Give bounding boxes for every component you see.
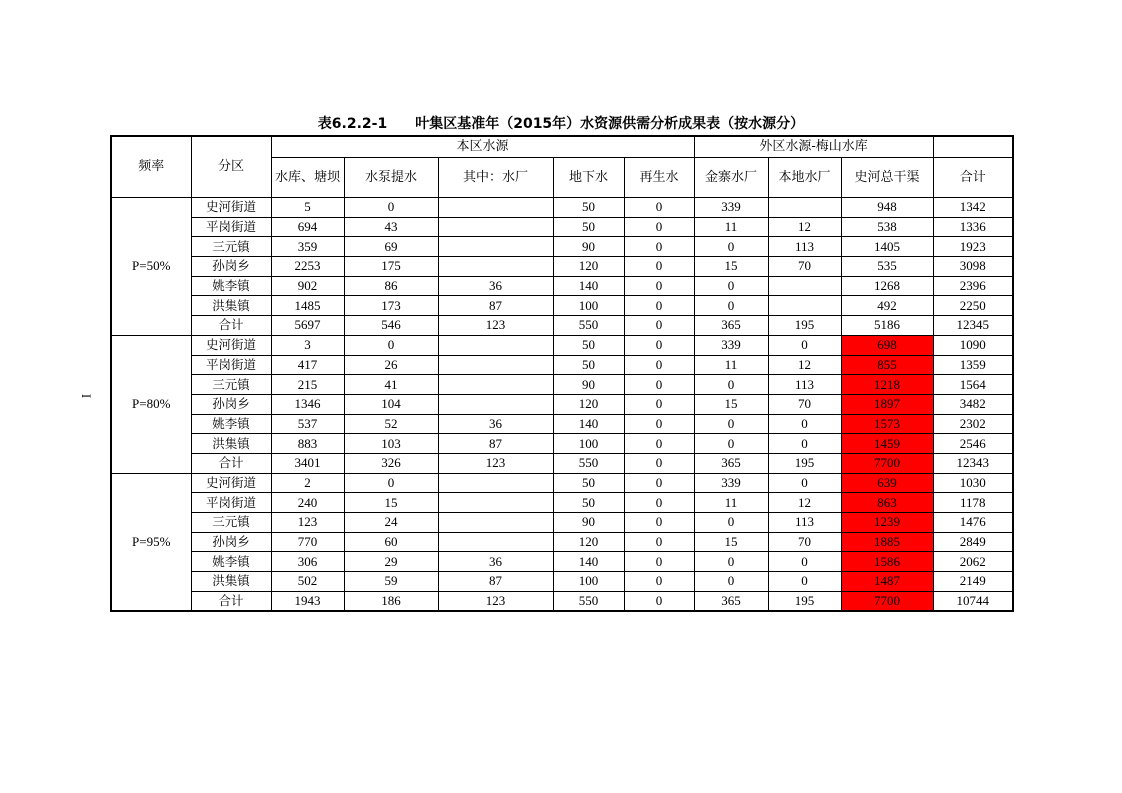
reclaimed-cell: 0	[624, 276, 694, 296]
groundwater-cell: 90	[553, 513, 624, 533]
shihe-canal-cell: 1573	[841, 414, 933, 434]
reclaimed-cell: 0	[624, 335, 694, 355]
pump-cell: 59	[344, 572, 438, 592]
total-cell: 3482	[933, 394, 1013, 414]
header-groundwater: 地下水	[553, 158, 624, 198]
total-cell: 1030	[933, 473, 1013, 493]
reservoir-cell: 306	[271, 552, 344, 572]
pump-cell: 104	[344, 394, 438, 414]
shihe-canal-cell: 855	[841, 355, 933, 375]
local-plant-cell: 70	[768, 257, 841, 277]
groundwater-cell: 120	[553, 532, 624, 552]
jinzhai-plant-cell: 0	[694, 375, 768, 395]
local-plant-cell: 0	[768, 414, 841, 434]
jinzhai-plant-cell: 365	[694, 316, 768, 336]
total-cell: 2849	[933, 532, 1013, 552]
reclaimed-cell: 0	[624, 198, 694, 218]
jinzhai-plant-cell: 0	[694, 414, 768, 434]
total-cell: 1178	[933, 493, 1013, 513]
reservoir-cell: 5697	[271, 316, 344, 336]
local-plant-cell: 0	[768, 572, 841, 592]
groundwater-cell: 50	[553, 355, 624, 375]
reclaimed-cell: 0	[624, 453, 694, 473]
header-reclaimed: 再生水	[624, 158, 694, 198]
pump-cell: 52	[344, 414, 438, 434]
zone-cell: 史河街道	[191, 473, 271, 493]
total-cell: 1342	[933, 198, 1013, 218]
zone-cell: 平岗街道	[191, 355, 271, 375]
pump-cell: 103	[344, 434, 438, 454]
pump-cell: 26	[344, 355, 438, 375]
pump-cell: 186	[344, 591, 438, 611]
table-row	[111, 217, 1013, 237]
table-row	[111, 355, 1013, 375]
table-row	[111, 198, 1013, 218]
total-cell: 1336	[933, 217, 1013, 237]
local-plant-cell: 70	[768, 394, 841, 414]
local-plant-cell: 0	[768, 335, 841, 355]
shihe-canal-cell: 1586	[841, 552, 933, 572]
freq-cell: P=95%	[111, 473, 191, 611]
pump-cell: 326	[344, 453, 438, 473]
water-supply-demand-table	[110, 135, 1014, 612]
jinzhai-plant-cell: 15	[694, 532, 768, 552]
table-row	[111, 453, 1013, 473]
groundwater-cell: 100	[553, 572, 624, 592]
table-row	[111, 552, 1013, 572]
shihe-canal-cell: 863	[841, 493, 933, 513]
zone-cell: 平岗街道	[191, 217, 271, 237]
groundwater-cell: 50	[553, 217, 624, 237]
shihe-canal-cell: 1487	[841, 572, 933, 592]
groundwater-cell: 50	[553, 493, 624, 513]
reservoir-cell: 215	[271, 375, 344, 395]
local-plant-cell: 113	[768, 375, 841, 395]
freq-cell: P=50%	[111, 198, 191, 336]
reservoir-cell: 694	[271, 217, 344, 237]
total-cell: 12345	[933, 316, 1013, 336]
header-jinzhai-plant: 金寨水厂	[694, 158, 768, 198]
zone-cell: 孙岗乡	[191, 394, 271, 414]
local-plant-cell: 12	[768, 355, 841, 375]
groundwater-cell: 140	[553, 414, 624, 434]
of-which-plant-cell	[438, 532, 553, 552]
local-plant-cell: 12	[768, 217, 841, 237]
shihe-canal-cell: 535	[841, 257, 933, 277]
header-zone: 分区	[191, 136, 271, 198]
local-plant-cell	[768, 296, 841, 316]
jinzhai-plant-cell: 11	[694, 217, 768, 237]
table-row	[111, 532, 1013, 552]
of-which-plant-cell: 123	[438, 453, 553, 473]
zone-cell: 合计	[191, 316, 271, 336]
reservoir-cell: 1485	[271, 296, 344, 316]
table-row	[111, 493, 1013, 513]
groundwater-cell: 140	[553, 276, 624, 296]
local-plant-cell: 195	[768, 316, 841, 336]
header-freq: 频率	[111, 136, 191, 198]
reservoir-cell: 3	[271, 335, 344, 355]
jinzhai-plant-cell: 15	[694, 394, 768, 414]
shihe-canal-cell: 538	[841, 217, 933, 237]
header-row-groups	[111, 136, 1013, 158]
of-which-plant-cell	[438, 493, 553, 513]
shihe-canal-cell: 1885	[841, 532, 933, 552]
reservoir-cell: 417	[271, 355, 344, 375]
total-cell: 2396	[933, 276, 1013, 296]
groundwater-cell: 100	[553, 296, 624, 316]
total-cell: 3098	[933, 257, 1013, 277]
header-blank	[933, 136, 1013, 158]
shihe-canal-cell: 1405	[841, 237, 933, 257]
groundwater-cell: 140	[553, 552, 624, 572]
groundwater-cell: 100	[553, 434, 624, 454]
jinzhai-plant-cell: 0	[694, 552, 768, 572]
total-cell: 2149	[933, 572, 1013, 592]
of-which-plant-cell: 36	[438, 552, 553, 572]
total-cell: 1359	[933, 355, 1013, 375]
zone-cell: 平岗街道	[191, 493, 271, 513]
of-which-plant-cell	[438, 513, 553, 533]
table-title: 表6.2.2-1 叶集区基准年（2015年）水资源供需分析成果表（按水源分）	[317, 116, 805, 132]
total-cell: 2062	[933, 552, 1013, 572]
groundwater-cell: 90	[553, 237, 624, 257]
table-row	[111, 513, 1013, 533]
groundwater-cell: 50	[553, 473, 624, 493]
zone-cell: 姚李镇	[191, 414, 271, 434]
shihe-canal-cell: 1239	[841, 513, 933, 533]
of-which-plant-cell: 87	[438, 572, 553, 592]
zone-cell: 洪集镇	[191, 572, 271, 592]
of-which-plant-cell	[438, 257, 553, 277]
jinzhai-plant-cell: 0	[694, 513, 768, 533]
zone-cell: 洪集镇	[191, 296, 271, 316]
table-row	[111, 237, 1013, 257]
table-row	[111, 316, 1013, 336]
header-pump: 水泵提水	[344, 158, 438, 198]
total-cell: 1090	[933, 335, 1013, 355]
pump-cell: 173	[344, 296, 438, 316]
reservoir-cell: 902	[271, 276, 344, 296]
header-local-plant: 本地水厂	[768, 158, 841, 198]
header-local-sources: 本区水源	[271, 136, 694, 158]
reclaimed-cell: 0	[624, 237, 694, 257]
reclaimed-cell: 0	[624, 493, 694, 513]
zone-cell: 合计	[191, 591, 271, 611]
jinzhai-plant-cell: 15	[694, 257, 768, 277]
zone-cell: 史河街道	[191, 198, 271, 218]
reclaimed-cell: 0	[624, 375, 694, 395]
reservoir-cell: 1346	[271, 394, 344, 414]
shihe-canal-cell: 1897	[841, 394, 933, 414]
reservoir-cell: 537	[271, 414, 344, 434]
header-shihe-canal: 史河总干渠	[841, 158, 933, 198]
groundwater-cell: 550	[553, 453, 624, 473]
reclaimed-cell: 0	[624, 217, 694, 237]
zone-cell: 三元镇	[191, 375, 271, 395]
zone-cell: 洪集镇	[191, 434, 271, 454]
total-cell: 1564	[933, 375, 1013, 395]
shihe-canal-cell: 639	[841, 473, 933, 493]
zone-cell: 孙岗乡	[191, 257, 271, 277]
zone-cell: 三元镇	[191, 513, 271, 533]
reservoir-cell: 3401	[271, 453, 344, 473]
groundwater-cell: 120	[553, 257, 624, 277]
shihe-canal-cell: 698	[841, 335, 933, 355]
jinzhai-plant-cell: 339	[694, 198, 768, 218]
jinzhai-plant-cell: 11	[694, 493, 768, 513]
of-which-plant-cell	[438, 198, 553, 218]
table-row	[111, 414, 1013, 434]
jinzhai-plant-cell: 365	[694, 453, 768, 473]
local-plant-cell: 0	[768, 473, 841, 493]
local-plant-cell: 195	[768, 591, 841, 611]
of-which-plant-cell: 87	[438, 296, 553, 316]
pump-cell: 69	[344, 237, 438, 257]
local-plant-cell	[768, 198, 841, 218]
of-which-plant-cell	[438, 375, 553, 395]
header-reservoir: 水库、塘坝	[271, 158, 344, 198]
freq-cell: P=80%	[111, 335, 191, 473]
pump-cell: 0	[344, 335, 438, 355]
reclaimed-cell: 0	[624, 513, 694, 533]
total-cell: 1476	[933, 513, 1013, 533]
groundwater-cell: 550	[553, 591, 624, 611]
pump-cell: 546	[344, 316, 438, 336]
reservoir-cell: 240	[271, 493, 344, 513]
local-plant-cell: 0	[768, 552, 841, 572]
jinzhai-plant-cell: 0	[694, 434, 768, 454]
table-row	[111, 335, 1013, 355]
reclaimed-cell: 0	[624, 296, 694, 316]
pump-cell: 0	[344, 473, 438, 493]
groundwater-cell: 550	[553, 316, 624, 336]
of-which-plant-cell	[438, 473, 553, 493]
reclaimed-cell: 0	[624, 394, 694, 414]
jinzhai-plant-cell: 11	[694, 355, 768, 375]
jinzhai-plant-cell: 0	[694, 296, 768, 316]
header-of-which-plant: 其中：水厂	[438, 158, 553, 198]
shihe-canal-cell: 492	[841, 296, 933, 316]
local-plant-cell: 12	[768, 493, 841, 513]
local-plant-cell: 195	[768, 453, 841, 473]
shihe-canal-cell: 7700	[841, 453, 933, 473]
shihe-canal-cell: 7700	[841, 591, 933, 611]
shihe-canal-cell: 1218	[841, 375, 933, 395]
local-plant-cell: 113	[768, 513, 841, 533]
pump-cell: 24	[344, 513, 438, 533]
reclaimed-cell: 0	[624, 552, 694, 572]
pump-cell: 86	[344, 276, 438, 296]
reservoir-cell: 502	[271, 572, 344, 592]
header-external-sources: 外区水源-梅山水库	[694, 136, 933, 158]
shihe-canal-cell: 948	[841, 198, 933, 218]
groundwater-cell: 90	[553, 375, 624, 395]
reclaimed-cell: 0	[624, 355, 694, 375]
table-row	[111, 473, 1013, 493]
reservoir-cell: 883	[271, 434, 344, 454]
of-which-plant-cell: 36	[438, 414, 553, 434]
pump-cell: 0	[344, 198, 438, 218]
of-which-plant-cell	[438, 355, 553, 375]
local-plant-cell: 70	[768, 532, 841, 552]
pump-cell: 15	[344, 493, 438, 513]
total-cell: 2546	[933, 434, 1013, 454]
zone-cell: 史河街道	[191, 335, 271, 355]
reservoir-cell: 1943	[271, 591, 344, 611]
pump-cell: 43	[344, 217, 438, 237]
zone-cell: 三元镇	[191, 237, 271, 257]
reclaimed-cell: 0	[624, 572, 694, 592]
shihe-canal-cell: 1459	[841, 434, 933, 454]
shihe-canal-cell: 5186	[841, 316, 933, 336]
table-row	[111, 296, 1013, 316]
total-cell: 1923	[933, 237, 1013, 257]
jinzhai-plant-cell: 0	[694, 237, 768, 257]
jinzhai-plant-cell: 0	[694, 572, 768, 592]
zone-cell: 姚李镇	[191, 276, 271, 296]
reservoir-cell: 2253	[271, 257, 344, 277]
total-cell: 2302	[933, 414, 1013, 434]
reservoir-cell: 2	[271, 473, 344, 493]
pump-cell: 41	[344, 375, 438, 395]
groundwater-cell: 50	[553, 335, 624, 355]
reclaimed-cell: 0	[624, 591, 694, 611]
table-row	[111, 394, 1013, 414]
page-number: I	[79, 393, 95, 399]
of-which-plant-cell	[438, 335, 553, 355]
reclaimed-cell: 0	[624, 414, 694, 434]
reservoir-cell: 5	[271, 198, 344, 218]
zone-cell: 姚李镇	[191, 552, 271, 572]
reservoir-cell: 123	[271, 513, 344, 533]
reclaimed-cell: 0	[624, 434, 694, 454]
pump-cell: 29	[344, 552, 438, 572]
jinzhai-plant-cell: 0	[694, 276, 768, 296]
table-row	[111, 375, 1013, 395]
reservoir-cell: 770	[271, 532, 344, 552]
groundwater-cell: 120	[553, 394, 624, 414]
of-which-plant-cell: 36	[438, 276, 553, 296]
local-plant-cell: 113	[768, 237, 841, 257]
table-row	[111, 257, 1013, 277]
jinzhai-plant-cell: 339	[694, 335, 768, 355]
of-which-plant-cell: 87	[438, 434, 553, 454]
table-row	[111, 434, 1013, 454]
of-which-plant-cell: 123	[438, 316, 553, 336]
local-plant-cell	[768, 276, 841, 296]
total-cell: 12343	[933, 453, 1013, 473]
of-which-plant-cell	[438, 217, 553, 237]
header-total: 合计	[933, 158, 1013, 198]
zone-cell: 孙岗乡	[191, 532, 271, 552]
reclaimed-cell: 0	[624, 532, 694, 552]
pump-cell: 60	[344, 532, 438, 552]
of-which-plant-cell: 123	[438, 591, 553, 611]
table-row	[111, 276, 1013, 296]
total-cell: 2250	[933, 296, 1013, 316]
table-row	[111, 572, 1013, 592]
of-which-plant-cell	[438, 394, 553, 414]
groundwater-cell: 50	[553, 198, 624, 218]
zone-cell: 合计	[191, 453, 271, 473]
reclaimed-cell: 0	[624, 257, 694, 277]
table-row	[111, 591, 1013, 611]
shihe-canal-cell: 1268	[841, 276, 933, 296]
table-body	[111, 198, 1013, 612]
reservoir-cell: 359	[271, 237, 344, 257]
jinzhai-plant-cell: 339	[694, 473, 768, 493]
of-which-plant-cell	[438, 237, 553, 257]
local-plant-cell: 0	[768, 434, 841, 454]
total-cell: 10744	[933, 591, 1013, 611]
jinzhai-plant-cell: 365	[694, 591, 768, 611]
reclaimed-cell: 0	[624, 473, 694, 493]
reclaimed-cell: 0	[624, 316, 694, 336]
pump-cell: 175	[344, 257, 438, 277]
